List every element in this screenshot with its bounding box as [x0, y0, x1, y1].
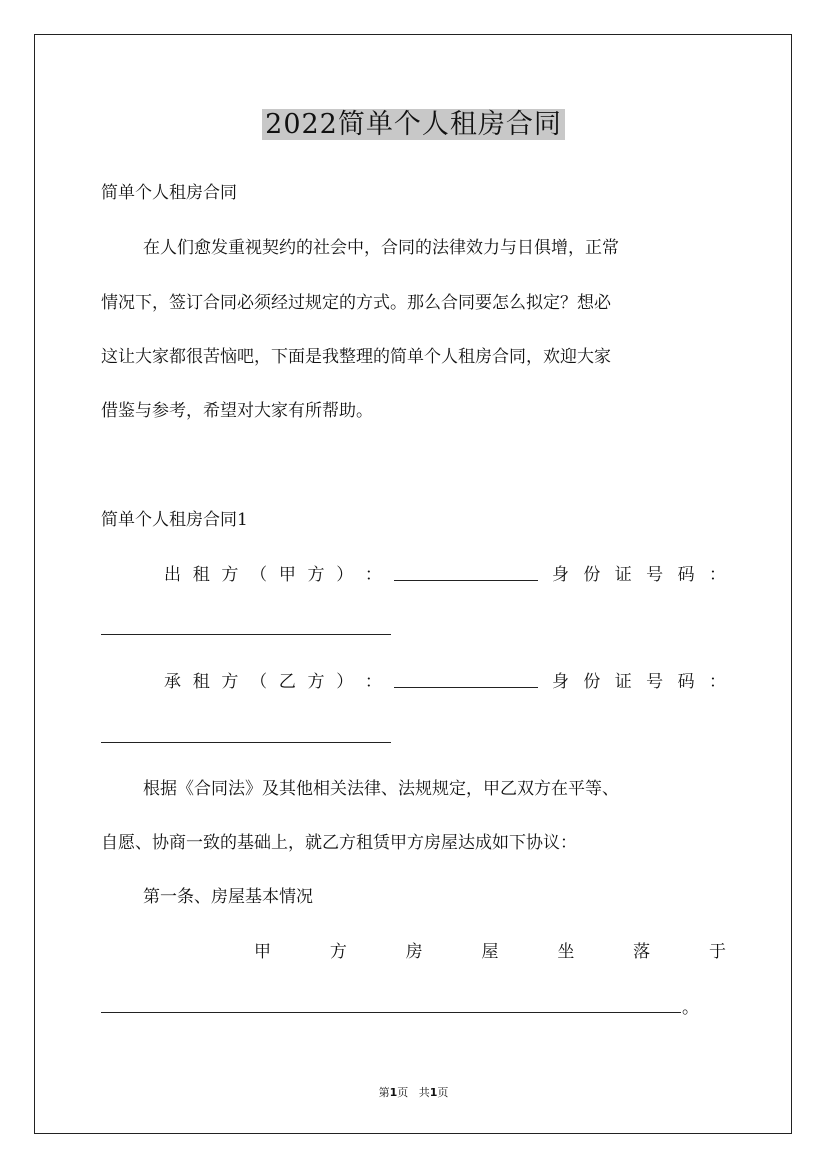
- location-label: 甲 方 房 屋 坐 落 于: [254, 942, 726, 962]
- location-blank[interactable]: [101, 1012, 681, 1013]
- article1-heading: 第一条、房屋基本情况: [143, 887, 313, 907]
- lessor-name-blank[interactable]: [394, 580, 538, 581]
- intro-line-2: 情况下，签订合同必须经过规定的方式。那么合同要怎么拟定？想必: [101, 293, 611, 313]
- lessor-id-blank[interactable]: [101, 634, 391, 635]
- page-footer: 第1页 共1页: [378, 1086, 449, 1099]
- basis-line-2: 自愿、协商一致的基础上，就乙方租赁甲方房屋达成如下协议：: [101, 833, 577, 853]
- intro-line-3: 这让大家都很苦恼吧，下面是我整理的简单个人租房合同，欢迎大家: [101, 347, 611, 367]
- document-title: 2022简单个人租房合同: [0, 102, 827, 141]
- contract-heading: 简单个人租房合同1: [101, 510, 248, 530]
- location-period: 。: [682, 998, 699, 1018]
- lessee-id-label: 身 份 证 号 码 ：: [552, 672, 726, 692]
- lessor-label: 出 租 方 （ 甲 方 ） ：: [164, 565, 382, 585]
- lessor-id-label: 身 份 证 号 码 ：: [552, 565, 726, 585]
- basis-line-1: 根据《合同法》及其他相关法律、法规规定，甲乙双方在平等、: [143, 779, 619, 799]
- lessee-name-blank[interactable]: [394, 687, 538, 688]
- intro-line-1: 在人们愈发重视契约的社会中，合同的法律效力与日俱增，正常: [143, 238, 619, 258]
- intro-line-4: 借鉴与参考，希望对大家有所帮助。: [101, 401, 373, 421]
- lessee-label: 承 租 方 （ 乙 方 ） ：: [164, 672, 382, 692]
- doc-subtitle: 简单个人租房合同: [101, 183, 237, 203]
- lessee-id-blank[interactable]: [101, 742, 391, 743]
